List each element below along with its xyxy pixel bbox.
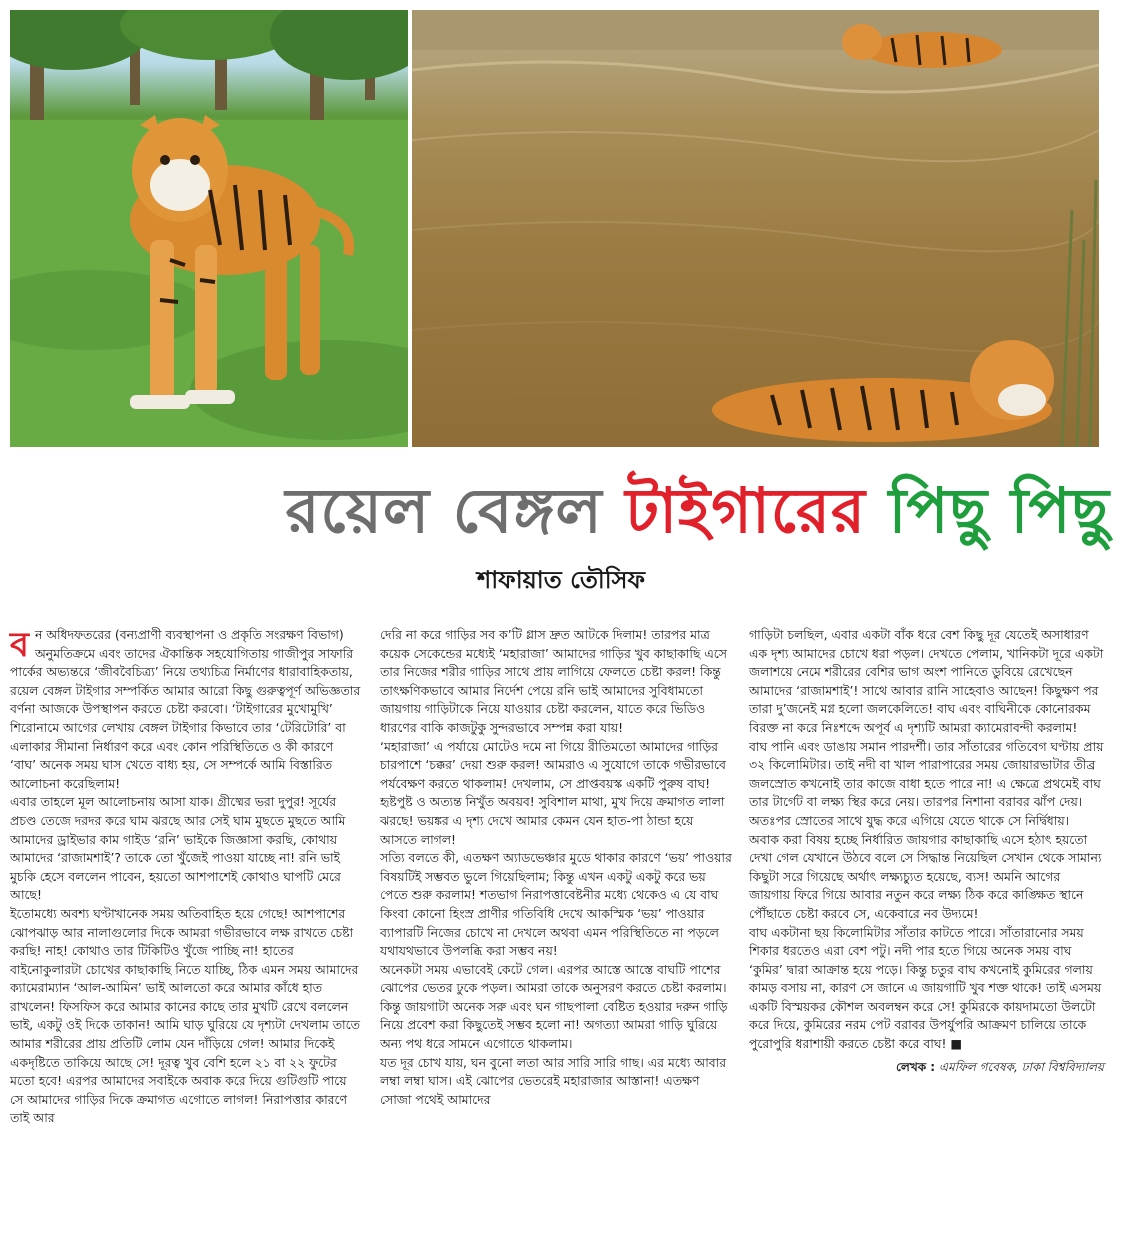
paragraph: গাড়িটা চলছিল, এবার একটা বাঁক ধরে বেশ কিছু দূর যেতেই অসাধারণ এক দৃশ্য আমাদের চোখে ধরা পড়ল। দেখতে পেলাম, খানিকটা দূরে একটা জলাশয়ে নেমে শরীরের বেশির ভাগ অংশ পানিতে ডুবিয়ে রেখেছেন আমাদের ‘রাজামশাই’! সাথে আবার রানি সাহেবাও আছেন! কিছুক্ষণ পর তারা দু’জনেই মগ্ন হলো জলকেলিতে! বাঘ এবং বাঘিনীকে কোনোরকম বিরক্ত না করে নিঃশব্দে অপূর্ব এ দৃশ্যটি আমরা ক্যামেরাবন্দী করলাম!	[749, 627, 1104, 735]
paragraph: ‘মহারাজা’ এ পর্যায়ে মোটেও দমে না গিয়ে রীতিমতো আমাদের গাড়ির চারপাশে ‘চক্কর’ দেয়া শুরু করল! আমরাও এ সুযোগে তাকে গভীরভাবে পর্যবেক্ষণ করতে থাকলাম! দেখলাম, সে প্রাপ্তবয়স্ক একটি পুরুষ বাঘ! হৃষ্টপুষ্ট ও অত্যন্ত নিখুঁত অবয়ব! সুবিশাল মাথা, মুখ দিয়ে ক্রমাগত লালা ঝরছে! ভয়ঙ্কর এ দৃশ্য দেখে আমার কেমন যেন হাত-পা ঠান্ডা হয়ে আসতে লাগল!	[380, 738, 726, 847]
headline-part-3: পিছু পিছু	[888, 474, 1110, 547]
paragraph: যত দূর চোখ যায়, ঘন বুনো লতা আর সারি সারি গাছ। এর মধ্যে আবার লম্বা লম্বা ঘাস। এই ঝোপের ভেতরেই মহারাজার আস্তানা! এতক্ষণ সোজা পথেই আমাদের	[380, 1054, 727, 1107]
paragraph	[10, 626, 362, 793]
tigers-in-water-photo	[412, 10, 1099, 447]
paragraph-text: ন অধিদফতরের (বন্যপ্রাণী ব্যবস্থাপনা ও প্রকৃতি সংরক্ষণ বিভাগ) অনুমতিক্রমে এবং তাদের ঐকান্তিক সহযোগিতায় গাজীপুর সাফারি পার্কের অভ্যন্তরে ‘জীববৈচিত্র্য’ নিয়ে তথ্যচিত্র নির্মাণের ধারাবাহিকতায়, রয়েল বেঙ্গল টাইগার সম্পর্কিত আমার আরো কিছু গুরুত্বপূর্ণ অভিজ্ঞতার বর্ণনা আজকে উপস্থাপন করতে চেষ্টা করবো। ‘টাইগারের মুখোমুখি’ শিরোনামে আগের লেখায় বেঙ্গল টাইগার কিভাবে তার ‘টেরিটোরি’ বা এলাকার সীমানা নির্ধারণ করে এবং কোন পরিস্থিতিতে ও কী কারণে ‘বাঘ’ অনেক সময় ঘাস খেতে বাধ্য হয়, সে সম্পর্কে আমি বিস্তারিত আলোচনা করেছিলাম!	[10, 627, 361, 791]
tiger-standing-photo	[10, 10, 408, 447]
byline: শাফায়াত তৌসিফ	[477, 565, 645, 594]
author-text: এমফিল গবেষক, ঢাকা বিশ্ববিদ্যালয়	[935, 1059, 1104, 1074]
paragraph: বাঘ পানি এবং ডাঙায় সমান পারদর্শী। তার সাঁতারের গতিবেগ ঘণ্টায় প্রায় ৩২ কিলোমিটার। তাই নদী বা খাল পারাপারের সময় জোয়ারভাটার তীব্র জলস্রোত কখনোই তার কাজে বাধা হতে পারে না! এ ক্ষেত্রে প্রথমেই বাঘ তার টার্গেট বা লক্ষ্য স্থির করে নেয়। তারপর নিশানা বরাবর ঝাঁপ দেয়। অতঃপর স্রোতের সাথে যুদ্ধ করে এগিয়ে যেতে থাকে সে নির্দ্বিধায়।	[749, 738, 1104, 828]
photo-strip	[10, 10, 1099, 447]
article-column-1	[10, 626, 362, 1128]
article-column-3	[749, 626, 1104, 1076]
article-column-2	[380, 626, 732, 1109]
paragraph: অবাক করা বিষয় হচ্ছে নির্ধারিত জায়গার কাছাকাছি এসে হঠাৎ হয়তো দেখা গেল যেখানে উঠবে বলে সে সিদ্ধান্ত নিয়েছিল সেখান থেকে সামান্য কিছুটা সরে গিয়েছে অর্থাৎ লক্ষ্যচ্যুত হয়েছে, ব্যস! অমনি আগের জায়গায় ফিরে গিয়ে আবার নতুন করে লক্ষ্য ঠিক করে কাঙ্ক্ষিত স্থানে পৌঁছাতে চেষ্টা করবে সে, একেবারে নব উদ্যমে!	[749, 831, 1102, 921]
author-note	[749, 1058, 1104, 1077]
paragraph: এবার তাহলে মূল আলোচনায় আসা যাক। গ্রীষ্মের ভরা দুপুর! সূর্যের প্রচণ্ড তেজে দরদর করে ঘাম ঝরছে আর সেই ঘাম মুছতে মুছতে আমি আমাদের ড্রাইভার কাম গাইড ‘রনি’ ভাইকে জিজ্ঞাসা করছি, কোথায় আমাদের ‘রাজামশাই’? তাকে তো খুঁজেই পাওয়া যাচ্ছে না! রনি ভাই মুচকি হেসে বললেন পাবেন, হয়তো আশপাশেই কোথাও ঘাপটি মেরে আছে!	[10, 794, 346, 903]
paragraph: ইতোমধ্যে অবশ্য ঘণ্টাখানেক সময় অতিবাহিত হয়ে গেছে! আশপাশের ঝোপঝাড় আর নালাগুলোর দিকে আমরা গভীরভাবে লক্ষ রাখতে চেষ্টা করছি! নাহ! কোথাও তার টিকিটিও খুঁজে পাচ্ছি না! হাতের বাইনোকুলারটা চোখের কাছাকাছি নিতে যাচ্ছি, ঠিক এমন সময় আমাদের ক্যামেরাম্যান ‘আল-আমিন’ ভাই আলতো করে আমার কাঁধে হাত রাখলেন! ফিসফিস করে আমার কানের কাছে তার মুখটি রেখে বললেন ভাই, একটু ওই দিকে তাকান! আমি ঘাড় ঘুরিয়ে যে দৃশ্যটা দেখলাম তাতে আমার শরীরের প্রায় প্রতিটি লোম যেন দাঁড়িয়ে গেল! আমার দিকেই একদৃষ্টিতে তাকিয়ে আছে সে! দূরত্ব খুব বেশি হলে ২১ বা ২২ ফুটের মতো হবে! এরপর আমাদের সবাইকে অবাক করে দিয়ে গুটিগুটি পায়ে সে আমাদের গাড়ির দিকে ক্রমাগত এগোতে লাগল! নিরাপত্তার কারণে তাই আর	[10, 905, 360, 1126]
paragraph: অনেকটা সময় এভাবেই কেটে গেল। এরপর আস্তে আস্তে বাঘটি পাশের ঝোপের ভেতর ঢুকে পড়ল। আমরা তাকে অনুসরণ করতে চেষ্টা করলাম। কিন্তু জায়গাটা অনেক সরু এবং ঘন গাছপালা বেষ্টিত হওয়ার দরুন গাড়ি নিয়ে প্রবেশ করা কিছুতেই সম্ভব হলো না! অগত্যা আমরা গাড়ি ঘুরিয়ে অন্য পথ ধরে সামনে এগোতে থাকলাম।	[380, 961, 728, 1052]
headline-part-1: রয়েল বেঙ্গল	[285, 474, 626, 547]
paragraph: সত্যি বলতে কী, এতক্ষণ অ্যাডভেঞ্চার মুডে থাকার কারণে ‘ভয়’ পাওয়ার বিষয়টিই সম্ভবত ভুলে গিয়েছিলাম; কিন্তু এখন একটু একটু করে ভয় পেতে শুরু করলাম! শতভাগ নিরাপত্তাবেষ্টনীর মধ্যে থেকেও এ যে বাঘ কিংবা কোনো হিংস্র প্রাণীর গতিবিধি দেখে আকস্মিক ‘ভয়’ পাওয়ার ব্যাপারটি নিজের চোখে না দেখলে অথবা এমন পরিস্থিতিতে না পড়লে যথাযথভাবে উপলব্ধি করা সম্ভব নয়!	[380, 850, 732, 959]
author-label: লেখক :	[896, 1059, 936, 1074]
paragraph: বাঘ একটানা ছয় কিলোমিটার সাঁতার কাটতে পারে। সাঁতারানোর সময় শিকার ধরতেও এরা বেশ পটু। নদী পার হতে গিয়ে অনেক সময় বাঘ ‘কুমির’ দ্বারা আক্রান্ত হয়ে পড়ে। কিন্তু চতুর বাঘ কখনোই কুমিরের গলায় কামড় বসায় না, কারণ সে জানে এ জায়গাটি খুব শক্ত থাকে! তাই এসময় একটি বিস্ময়কর কৌশল অবলম্বন করে সে! কুমিরকে কায়দামতো উলটো করে দিয়ে, কুমিরের নরম পেট বরাবর উপর্যুপরি আক্রমণ চালিয়ে তাকে পুরোপুরি ধরাশায়ী করতে চেষ্টা করে বাঘ! ■	[749, 924, 1102, 1052]
drop-cap: ব	[10, 625, 29, 665]
headline-part-2: টাইগারের	[625, 474, 889, 547]
headline	[0, 466, 1122, 556]
paragraph: দেরি না করে গাড়ির সব ক’টি গ্লাস দ্রুত আটকে দিলাম! তারপর মাত্র কয়েক সেকেন্ডের মধ্যেই ‘মহারাজা’ আমাদের গাড়ির খুব কাছাকাছি এসে তার নিজের শরীর গাড়ির সাথে প্রায় লাগিয়ে ফেলতে চেষ্টা করল! কিন্তু তাৎক্ষণিকভাবে আমার নির্দেশ পেয়ে রনি ভাই আমাদের সুবিধামতো জায়গায় গাড়িটাকে নিয়ে যাওয়ার চেষ্টা করলেন, যাতে করে ভিডিও ধারণের বাকি কাজটুকু সুন্দরভাবে সম্পন্ন করা যায়!	[380, 627, 727, 735]
